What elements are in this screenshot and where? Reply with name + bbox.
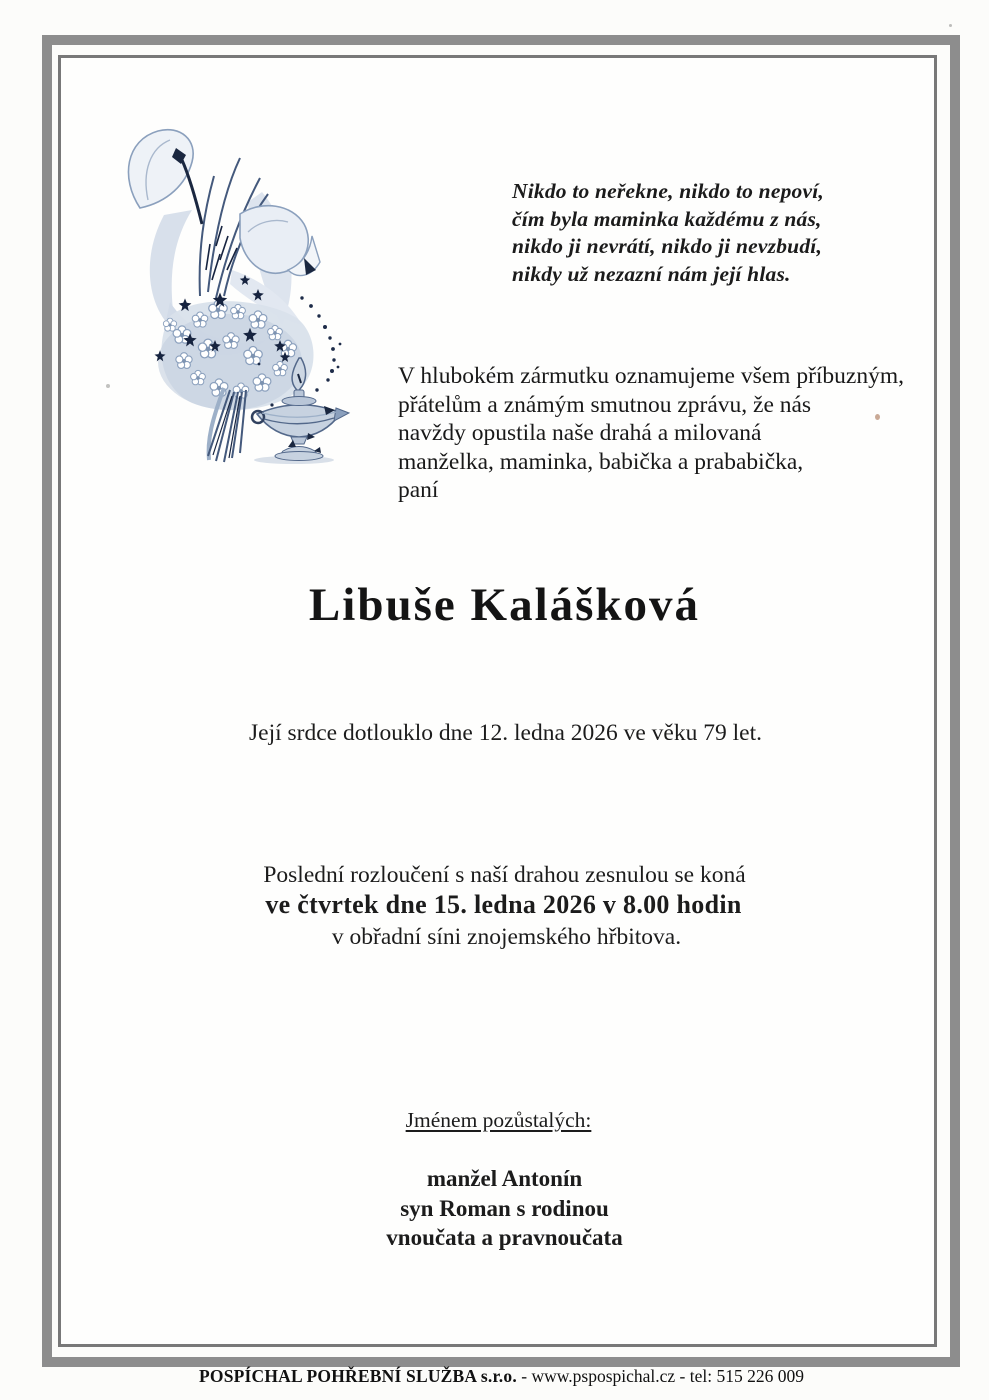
funeral-service-footer — [0, 1363, 989, 1389]
poem-line: čím byla maminka každému z nás, — [512, 206, 822, 231]
poem-verse — [512, 178, 824, 288]
mourners-heading-text: Jménem pozůstalých: — [405, 1108, 592, 1132]
announcement-line: V hlubokém zármutku oznamujeme všem příbuzným, — [398, 363, 905, 389]
ceremony-line-2: ve čtvrtek dne 15. ledna 2026 v 8.00 hodin — [265, 890, 742, 919]
funeral-company-name: POSPÍCHAL POHŘEBNÍ SLUŽBA s.r.o. — [199, 1366, 517, 1386]
scan-speck — [949, 24, 952, 27]
announcement-line: paní — [398, 477, 439, 504]
poem-line: nikdo ji nevrátí, nikdo ji nevzbudí, — [512, 234, 823, 258]
announcement-line: navždy opustila naše drahá a milovaná — [398, 420, 762, 447]
funeral-company-contact: - www.pspospichal.cz - tel: 515 226 009 — [516, 1366, 804, 1386]
flower-lamp-illustration — [112, 120, 352, 465]
ceremony-line-1: Poslední rozloučení s naší drahou zesnulou se koná — [263, 862, 746, 888]
poem-line: nikdy už nezazní nám její hlas. — [512, 261, 791, 286]
deceased-name: Libuše Kalášková — [308, 579, 701, 631]
scan-speck — [875, 414, 880, 420]
mourner-line: manžel Antonín — [426, 1166, 583, 1191]
ceremony-line-3: v obřadní síni znojemského hřbitova. — [331, 924, 682, 950]
announcement-paragraph — [398, 362, 904, 505]
mourners-heading — [0, 1106, 989, 1134]
announcement-line: přátelům a známým smutnou zprávu, že nás — [398, 391, 812, 418]
mourner-line: vnoučata a pravnoučata — [386, 1225, 623, 1250]
mourner-line: syn Roman s rodinou — [400, 1195, 609, 1221]
announcement-line: manželka, maminka, babička a prababička, — [398, 448, 804, 475]
scan-speck — [106, 384, 110, 388]
mourners-list — [0, 1164, 989, 1253]
poem-line: Nikdo to neřekne, nikdo to nepoví, — [512, 179, 824, 203]
death-date-line: Její srdce dotlouklo dne 12. ledna 2026 ve věku 79 let. — [249, 720, 762, 746]
